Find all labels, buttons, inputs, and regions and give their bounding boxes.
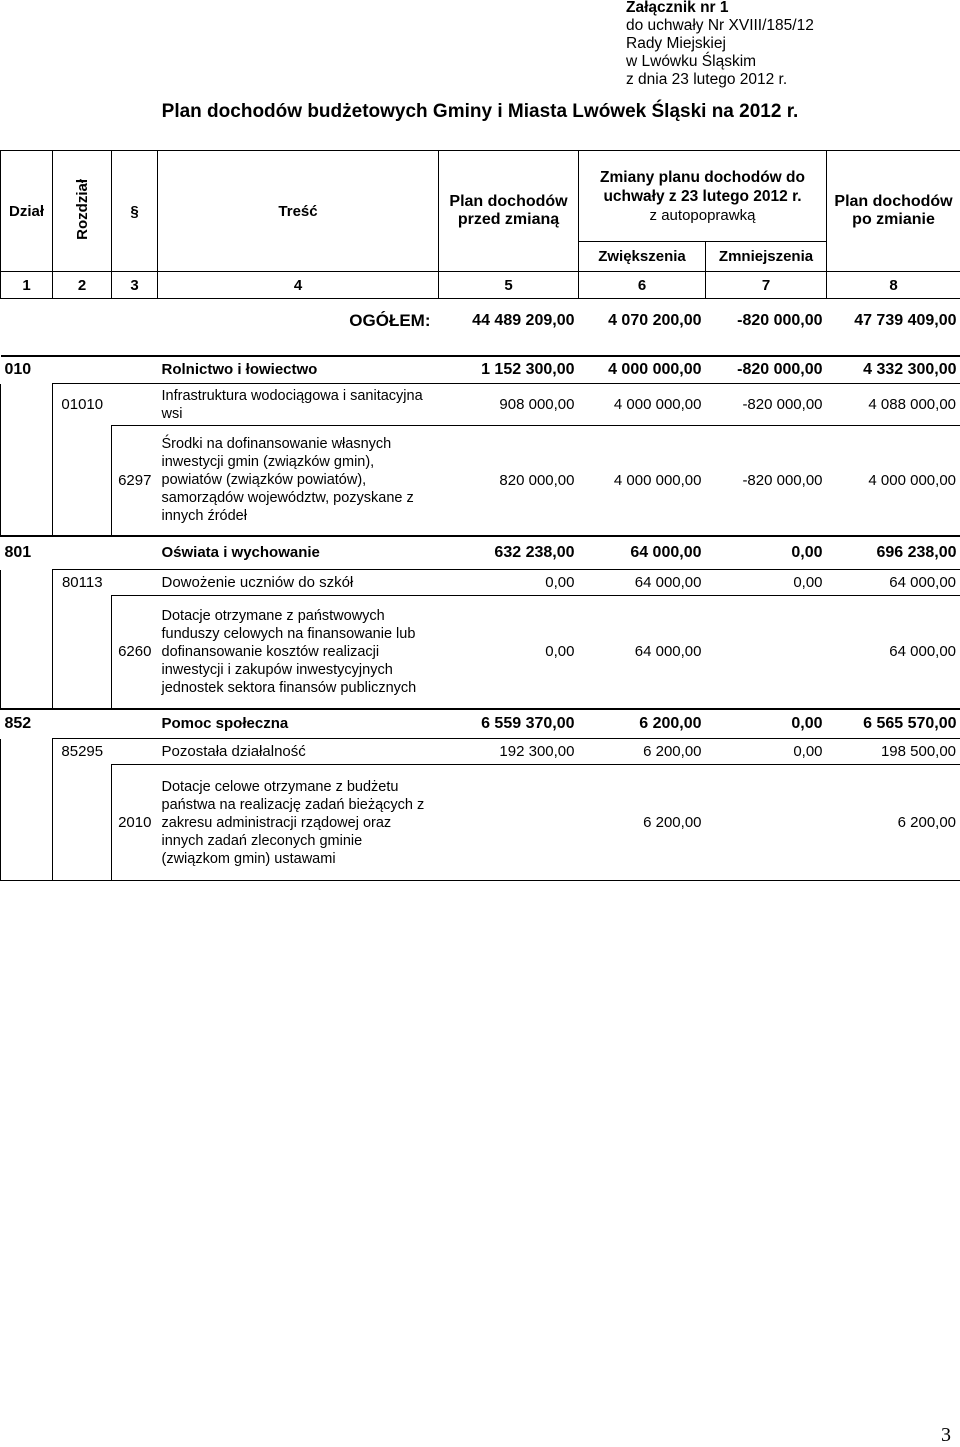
paragraph-name: Środki na dofinansowanie własnych inwestycji gmin (związków gmin), powiatów (związków powiatów), samorządów województw, pozyskane z innych źródeł <box>158 426 439 536</box>
column-number: 3 <box>112 272 158 299</box>
paragraph-row <box>1 596 960 709</box>
paragraph-zmniejszenia <box>706 596 827 709</box>
paragraph-indent <box>1 426 53 536</box>
total-row <box>1 299 960 344</box>
section-dzial: 852 <box>4 715 32 732</box>
section-zwiekszenia: 4 000 000,00 <box>579 356 706 384</box>
chapter-code: 80113 <box>53 570 112 596</box>
section-dzial: 801 <box>4 544 32 561</box>
paragraph-zwiekszenia: 4 000 000,00 <box>579 426 706 536</box>
paragraph-indent <box>1 596 53 709</box>
chapter-plan-przed: 0,00 <box>439 570 579 596</box>
section-zmniejszenia: 0,00 <box>791 714 823 732</box>
chapter-fill <box>112 384 158 426</box>
total-plan-po: 47 739 409,00 <box>854 312 957 330</box>
paragraph-plan-przed: 0,00 <box>439 596 579 709</box>
chapter-row <box>1 739 960 765</box>
section-row <box>1 536 960 570</box>
chapter-indent <box>1 739 53 765</box>
header-plan-przed: Plan dochodów przed zmianą <box>439 151 579 272</box>
section-plan-po: 696 238,00 <box>876 543 957 561</box>
chapter-plan-po: 198 500,00 <box>827 739 960 765</box>
section-zwiekszenia: 6 200,00 <box>639 714 702 732</box>
attachment-line: w Lwówku Śląskim <box>626 53 757 70</box>
chapter-zmniejszenia: 0,00 <box>706 739 827 765</box>
total-zwiekszenia: 4 070 200,00 <box>608 312 702 330</box>
paragraph-zmniejszenia <box>706 765 827 881</box>
column-number-row <box>1 272 960 299</box>
total-zmniejszenia: -820 000,00 <box>737 312 823 330</box>
paragraph-name: Dotacje celowe otrzymane z budżetu państwa na realizację zadań bieżących z zakresu administracji rządowej oraz innych zadań zleconych gminie (związkom gmin) ustawami <box>158 765 439 881</box>
section-name: Oświata i wychowanie <box>161 544 320 562</box>
attachment-line: do uchwały Nr XVIII/185/12 <box>626 17 814 34</box>
section-fill <box>53 536 158 570</box>
chapter-indent <box>1 570 53 596</box>
paragraph-name: Dotacje otrzymane z państwowych funduszy celowych na finansowanie lub dofinansowanie kosztów realizacji inwestycji i zakupów inwestycyjnych jednostek sektora finansów publicznych <box>158 596 439 709</box>
paragraph-plan-przed <box>439 765 579 881</box>
section-zwiekszenia: 64 000,00 <box>630 543 702 561</box>
section-dzial: 010 <box>1 356 53 384</box>
paragraph-indent <box>53 765 112 881</box>
document-title: Plan dochodów budżetowych Gminy i Miasta Lwówek Śląski na 2012 r. <box>161 101 799 122</box>
section-plan-po: 6 565 570,00 <box>863 714 957 732</box>
header-row <box>1 151 960 242</box>
section-plan-przed: 632 238,00 <box>494 543 575 561</box>
chapter-row <box>1 384 960 426</box>
chapter-fill <box>112 570 158 596</box>
section-plan-przed: 6 559 370,00 <box>481 714 575 732</box>
paragraph-indent <box>53 596 112 709</box>
chapter-zmniejszenia: -820 000,00 <box>706 384 827 426</box>
column-number: 8 <box>827 272 960 299</box>
section-row <box>1 356 960 384</box>
attachment-line: Rady Miejskiej <box>626 35 726 52</box>
chapter-plan-po: 4 088 000,00 <box>827 384 960 426</box>
column-number: 1 <box>1 272 53 299</box>
section-fill <box>53 709 158 739</box>
paragraph-code: 6297 <box>112 426 158 536</box>
chapter-zwiekszenia: 64 000,00 <box>579 570 706 596</box>
total-label: OGÓŁEM: <box>349 311 431 331</box>
column-number: 4 <box>158 272 439 299</box>
section-name: Rolnictwo i łowiectwo <box>158 356 439 384</box>
header-tresc: Treść <box>158 151 439 272</box>
chapter-name: Dowożenie uczniów do szkół <box>158 570 439 596</box>
column-number: 2 <box>53 272 112 299</box>
section-plan-przed: 1 152 300,00 <box>439 356 579 384</box>
paragraph-code: 6260 <box>112 596 158 709</box>
header-zmiany-label: Zmiany planu dochodów do uchwały z 23 lutego 2012 r. <box>600 168 805 205</box>
header-paragraf: § <box>112 151 158 272</box>
chapter-zmniejszenia: 0,00 <box>706 570 827 596</box>
header-zmiany <box>579 151 827 242</box>
section-fill <box>53 356 158 384</box>
paragraph-row <box>1 765 960 881</box>
section-name: Pomoc społeczna <box>161 715 289 733</box>
column-number: 7 <box>706 272 827 299</box>
header-zwiekszenia: Zwiększenia <box>579 242 706 272</box>
paragraph-plan-po: 64 000,00 <box>827 596 960 709</box>
paragraph-indent <box>1 765 53 881</box>
chapter-plan-przed: 908 000,00 <box>439 384 579 426</box>
attachment-line: z dnia 23 lutego 2012 r. <box>626 71 788 88</box>
paragraph-zmniejszenia: -820 000,00 <box>706 426 827 536</box>
paragraph-zwiekszenia: 6 200,00 <box>579 765 706 881</box>
chapter-zwiekszenia: 6 200,00 <box>579 739 706 765</box>
header-rozdzial <box>53 151 112 272</box>
chapter-row <box>1 570 960 596</box>
budget-table <box>0 150 960 881</box>
section-row <box>1 709 960 739</box>
header-plan-po: Plan dochodów po zmianie <box>827 151 960 272</box>
chapter-name: Pozostała działalność <box>158 739 439 765</box>
chapter-plan-po: 64 000,00 <box>827 570 960 596</box>
chapter-zwiekszenia: 4 000 000,00 <box>579 384 706 426</box>
paragraph-plan-po: 4 000 000,00 <box>827 426 960 536</box>
chapter-indent <box>1 384 53 426</box>
paragraph-plan-przed: 820 000,00 <box>439 426 579 536</box>
chapter-fill <box>112 739 158 765</box>
section-zmniejszenia: 0,00 <box>791 543 823 561</box>
paragraph-code: 2010 <box>112 765 158 881</box>
header-dzial: Dział <box>1 151 53 272</box>
attachment-title: Załącznik nr 1 <box>626 0 729 16</box>
paragraph-zwiekszenia: 64 000,00 <box>579 596 706 709</box>
page-number: 3 <box>941 1424 951 1446</box>
paragraph-row <box>1 426 960 536</box>
column-number: 5 <box>439 272 579 299</box>
paragraph-indent <box>53 426 112 536</box>
header-zmniejszenia: Zmniejszenia <box>706 242 827 272</box>
column-number: 6 <box>579 272 706 299</box>
spacer-row <box>1 344 960 356</box>
attachment-note <box>626 0 814 89</box>
section-plan-po: 4 332 300,00 <box>827 356 960 384</box>
header-rozdzial-label: Rozdział <box>73 178 91 240</box>
chapter-code: 01010 <box>53 384 112 426</box>
chapter-plan-przed: 192 300,00 <box>439 739 579 765</box>
chapter-name: Infrastruktura wodociągowa i sanitacyjna wsi <box>158 384 439 426</box>
chapter-code: 85295 <box>53 739 112 765</box>
paragraph-plan-po: 6 200,00 <box>827 765 960 881</box>
header-zmiany-sub: z autopoprawką <box>649 206 756 224</box>
total-plan-przed: 44 489 209,00 <box>472 312 575 330</box>
section-zmniejszenia: -820 000,00 <box>706 356 827 384</box>
